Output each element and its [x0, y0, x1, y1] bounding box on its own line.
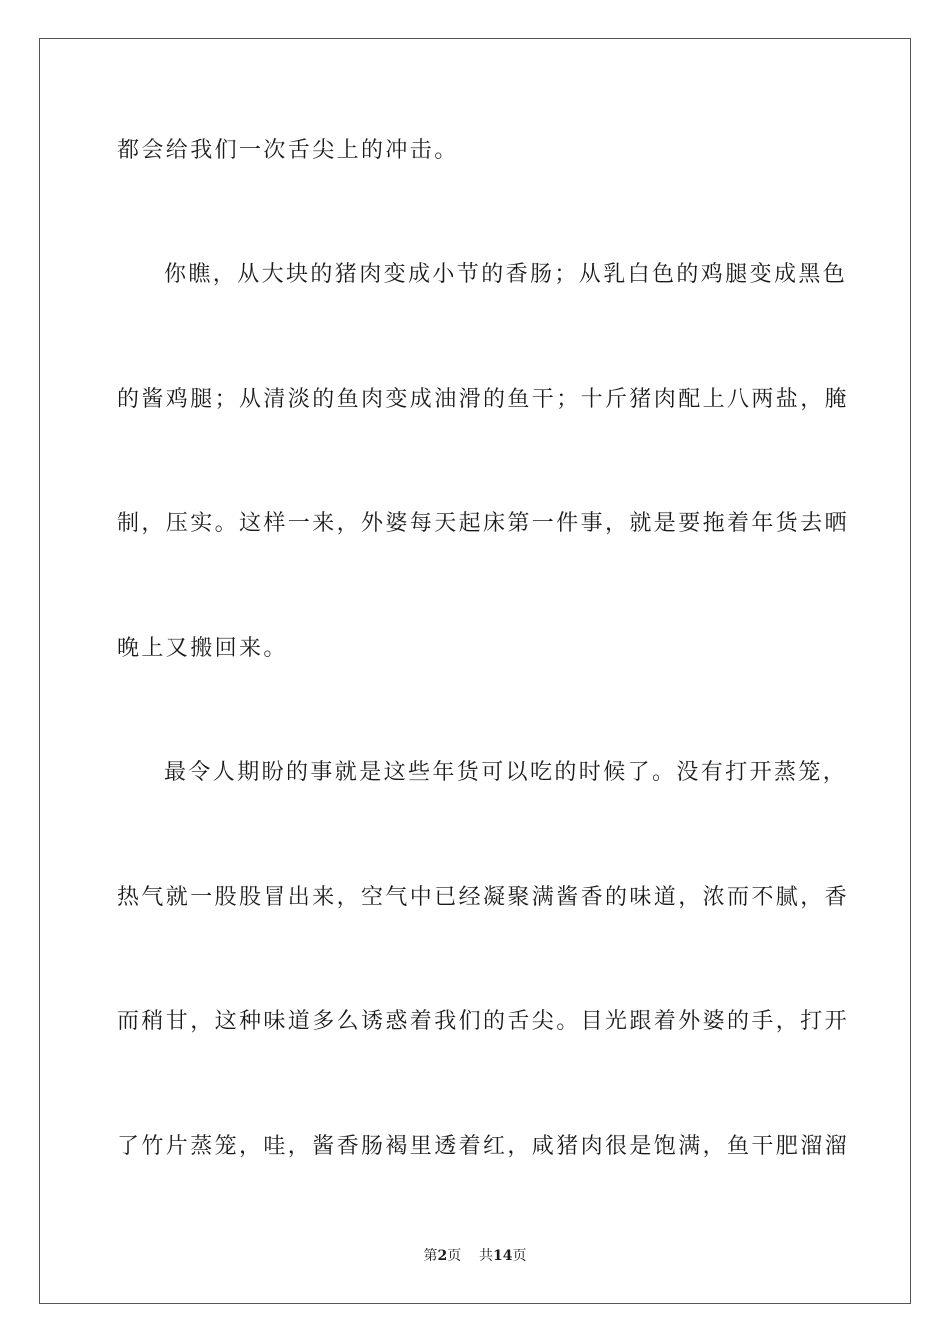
text-line-5: 晚上又搬回来。: [117, 636, 288, 661]
text-line-4: 制，压实。这样一来，外婆每天起床第一件事，就是要拖着年货去晒: [117, 511, 850, 536]
text-line-6: 最令人期盼的事就是这些年货可以吃的时候了。没有打开蒸笼，: [164, 760, 848, 785]
text-line-1: 都会给我们一次舌尖上的冲击。: [117, 138, 459, 163]
text-line-3: 的酱鸡腿；从清淡的鱼肉变成油滑的鱼干；十斤猪肉配上八两盐，腌: [117, 387, 850, 412]
page-footer: [0, 1247, 950, 1265]
text-line-7: 热气就一股股冒出来，空气中已经凝聚满酱香的味道，浓而不腻，香: [117, 885, 850, 910]
total-prefix: 共: [479, 1248, 494, 1264]
page-number: 2: [437, 1248, 448, 1264]
page-border: [39, 38, 911, 1304]
text-line-2: 你瞧，从大块的猪肉变成小节的香肠；从乳白色的鸡腿变成黑色: [164, 262, 848, 287]
text-line-8: 而稍甘，这种味道多么诱惑着我们的舌尖。目光跟着外婆的手，打开: [117, 1009, 850, 1034]
total-suffix: 页: [512, 1248, 527, 1264]
page-prefix: 第: [423, 1248, 438, 1264]
page-suffix: 页: [447, 1248, 462, 1264]
total-pages: 14: [493, 1248, 513, 1264]
text-line-9: 了竹片蒸笼，哇，酱香肠褐里透着红，咸猪肉很是饱满，鱼干肥溜溜: [117, 1134, 850, 1159]
